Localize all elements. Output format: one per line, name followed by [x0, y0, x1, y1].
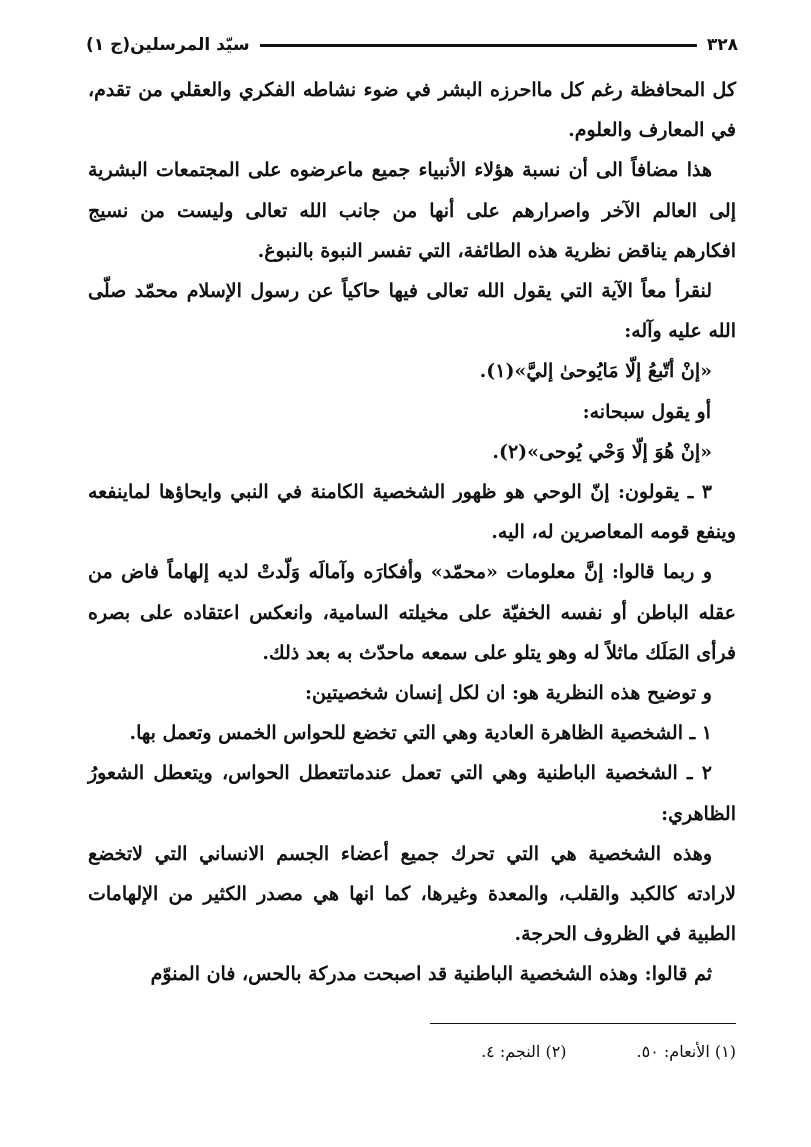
quran-quote: «إنْ أتّبعُ إلّا مَايُوحىٰ إليَّ»(١).	[479, 360, 712, 383]
page-number: ٣٢٨	[706, 35, 738, 55]
footnotes	[300, 1040, 736, 1064]
list-item: ١ ـ الشخصية الظاهرة العادية وهي التي تخضع للحواس الخمس وتعمل بها.	[129, 722, 712, 745]
paragraph: ٣ ـ يقولون: إنّ الوحي هو ظهور الشخصية الكامنة في النبي وايحاؤها لماينفعه وينفع قومه المعاصرين له، اليه.	[88, 481, 736, 544]
paragraph: لنقرأ معاً الآية التي يقول الله تعالى فيها حاكياً عن رسول الإسلام محمّد صلّى الله عليه وآله:	[88, 280, 736, 343]
paragraph: وهذه الشخصية هي التي تحرك جميع أعضاء الجسم الانساني التي لاتخضع لارادته كالكبد والقلب، والمعدة وغيرها، كما انها هي مصدر الكثير من الإلهامات الطبية في الظروف الحرجة.	[88, 842, 736, 946]
paragraph: و ربما قالوا: إنَّ معلومات «محمّد» وأفكارَه وآمالَه وَلّدتْ لديه إلهاماً فاض من عقله الباطن أو نفسه الخفيّة على مخيلته السامية، وانعكس اعتقاده على بصره فرأى المَلَك ماثلاً له وهو يتلو على سمعه ماحدّث به بعد ذلك.	[88, 561, 736, 664]
header-rule	[260, 44, 697, 47]
footnote-divider	[430, 1023, 736, 1024]
footnote: (١) الأنعام: ٥٠.	[636, 1042, 736, 1061]
book-title: سيّد المرسلين(ج ١)	[86, 35, 250, 55]
list-item: ٢ ـ الشخصية الباطنية وهي التي تعمل عندماتتعطل الحواس، ويتعطل الشعورُ الظاهري:	[88, 762, 736, 825]
paragraph: و توضيح هذه النظرية هو: ان لكل إنسان شخصيتين:	[305, 682, 712, 705]
quran-quote: «إنْ هُوَ إلّا وَحْي يُوحى»(٢).	[492, 440, 712, 463]
paragraph: هذا مضافاً الى أن نسبة هؤلاء الأنبياء جميع ماعرضوه على المجتمعات البشرية إلى العالم الآخر واصرارهم على أنها من جانب الله تعالى وليست من نسيج افكارهم يناقض نظرية هذه الطائفة، التي تفسر النبوة بالنبوغ.	[88, 159, 736, 262]
paragraph: أو يقول سبحانه:	[582, 400, 711, 423]
page-header	[86, 30, 738, 60]
paragraph: كل المحافظة رغم كل مااحرزه البشر في ضوء نشاطه الفكري والعقلي من تقدم، في المعارف والعلوم.	[88, 79, 736, 142]
page-body	[88, 70, 736, 995]
paragraph: ثم قالوا: وهذه الشخصية الباطنية قد اصبحت مدركة بالحس، فان المنوّم	[150, 963, 712, 986]
footnote: (٢) النجم: ٤.	[481, 1042, 567, 1061]
